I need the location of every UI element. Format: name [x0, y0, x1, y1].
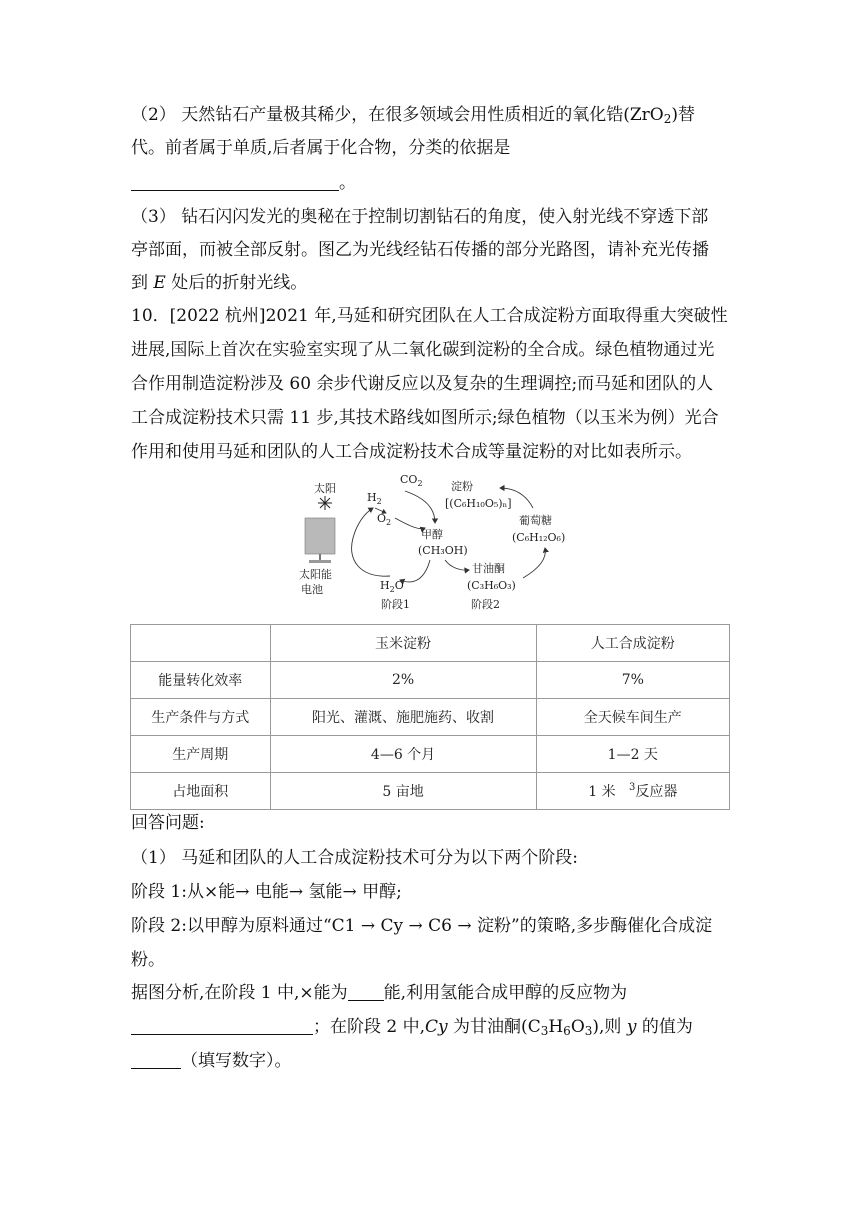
methanol-to-dha-arrow [445, 560, 469, 570]
table-row [131, 699, 730, 736]
table-row [131, 736, 730, 773]
table-cell: 能量转化效率 [131, 662, 271, 699]
q9-part2-line1: （2） 天然钻石产量极其稀少，在很多领域会用性质相近的氧化锆(ZrO$_2$)替 [131, 105, 696, 126]
table-cell: 4—6 个月 [270, 736, 536, 773]
table-cell: 2% [270, 662, 536, 699]
table-cell: 7% [536, 662, 729, 699]
sun-label: 太阳 [314, 482, 336, 495]
answer-prompt: 回答问题: [131, 813, 205, 833]
q1-ask-line3: （填写数字）。 [131, 1049, 292, 1073]
q10-intro-line2: 进展,国际上首次在实验室实现了从二氧化碳到淀粉的全合成。绿色植物通过光 [131, 340, 715, 360]
q1-stage2-line1: 阶段 2:以甲醇为原料通过“C1 → Cy → C6 → 淀粉”的策略,多步酶催化合成淀 [131, 916, 713, 936]
synthesis-route-svg [295, 468, 585, 618]
q10-intro-line5: 作用和使用马延和团队的人工合成淀粉技术合成等量淀粉的对比如表所示。 [131, 442, 692, 462]
methanol-label: 甲醇 [421, 528, 443, 541]
table-cell: 1—2 天 [536, 736, 729, 773]
q9-part2-line3: 。 [131, 171, 356, 195]
q10-intro-line1: 10．[2022 杭州]2021 年,马延和研究团队在人工合成淀粉方面取得重大突破性 [131, 306, 728, 326]
answer-blank[interactable] [131, 174, 339, 191]
q1-ask-line1: 据图分析,在阶段 1 中,×能为 能,利用氢能合成甲醇的反应物为 [131, 983, 628, 1003]
dha-to-glucose-arrow [523, 548, 545, 578]
glucose-label: 葡萄糖 [519, 514, 552, 527]
q1-stage2-line2: 粉。 [131, 950, 165, 970]
q9-part3-line3: 到 E 处后的折射光线。 [131, 273, 308, 293]
table-cell: 占地面积 [131, 773, 271, 810]
h2-label: $H_2$ [367, 491, 382, 506]
o2-label: $O_2$ [377, 512, 392, 527]
table-cell: 1 米 $^3$反应器 [536, 773, 729, 810]
h2o-label: $H_2O$ [380, 579, 404, 594]
answer-blank[interactable] [131, 1052, 181, 1069]
co2-arrow [405, 491, 435, 523]
table-header-cell: 玉米淀粉 [270, 625, 536, 662]
table-cell: 生产周期 [131, 736, 271, 773]
q1-stage1: 阶段 1:从×能→ 电能→ 氢能→ 甲醇; [131, 882, 402, 902]
synthesis-route-diagram [295, 468, 585, 618]
solar-cell-label-2: 电池 [301, 583, 323, 596]
q10-intro-line3: 合作用制造淀粉涉及 60 余步代谢反应以及复杂的生理调控;而马延和团队的人 [131, 374, 714, 394]
q1-line1: （1） 马延和团队的人工合成淀粉技术可分为以下两个阶段: [131, 848, 578, 868]
table-cell: 阳光、灌溉、施肥施药、收割 [270, 699, 536, 736]
q9-part3-line1: （3） 钻石闪闪发光的奥秘在于控制切割钻石的角度，使入射光线不穿透下部 [131, 207, 709, 227]
q9-part2-line2: 代。前者属于单质,后者属于化合物，分类的依据是 [131, 138, 511, 158]
answer-blank[interactable] [131, 1018, 313, 1035]
q1-ask-line2: ；在阶段 2 中,Cy 为甘油酮$(C_3H_6O_3)$,则 y 的值为 [131, 1015, 693, 1043]
table-row [131, 773, 730, 810]
table-cell: 5 亩地 [270, 773, 536, 810]
q10-intro-line4: 工合成淀粉技术只需 11 步,其技术路线如图所示;绿色植物（以玉米为例）光合 [131, 408, 719, 428]
table-cell: 生产条件与方式 [131, 699, 271, 736]
solar-cell-label-1: 太阳能 [299, 568, 332, 581]
dha-label: 甘油酮 [472, 562, 505, 575]
stage1-label: 阶段1 [381, 598, 410, 611]
stage2-label: 阶段2 [471, 598, 500, 611]
table-header-cell [131, 625, 271, 662]
table-header-cell: 人工合成淀粉 [536, 625, 729, 662]
table-row [131, 662, 730, 699]
starch-formula: [(C₆H₁₀O₅)ₙ] [445, 497, 512, 510]
starch-label: 淀粉 [451, 480, 473, 493]
water-arrow [400, 560, 430, 582]
table-header-row [131, 625, 730, 662]
sun-icon [318, 496, 332, 510]
comparison-table [130, 624, 730, 810]
solar-cell-icon [305, 518, 335, 563]
methanol-formula: (CH₃OH) [418, 544, 468, 557]
glucose-formula: (C₆H₁₂O₆) [512, 531, 566, 544]
dha-formula: (C₃H₆O₃) [467, 579, 516, 592]
q9-part3-line2: 亭部面，而被全部反射。图乙为光线经钻石传播的部分光路图，请补充光传播 [131, 240, 709, 260]
answer-blank[interactable] [348, 984, 384, 1001]
table-cell: 全天候车间生产 [536, 699, 729, 736]
co2-label: $CO_2$ [400, 473, 423, 488]
